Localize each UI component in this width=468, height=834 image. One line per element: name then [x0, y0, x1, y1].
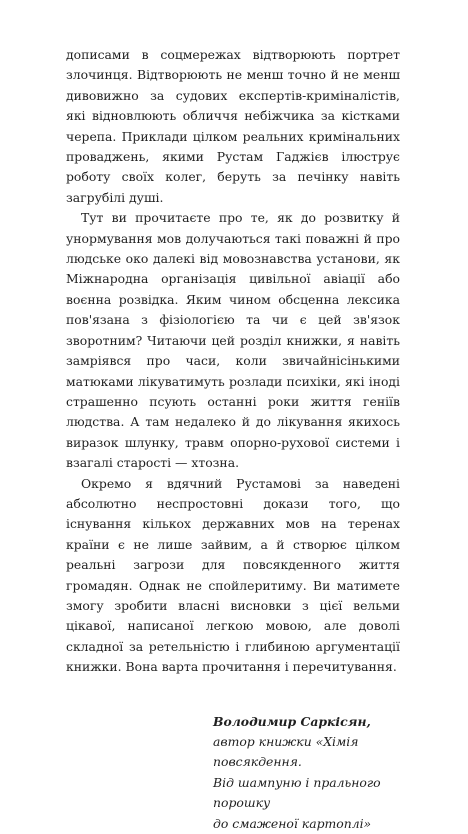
attribution-line-3: до смаженої картоплі» [213, 815, 372, 831]
attribution-line-2: Від шампуню і пральногo порошку [213, 774, 381, 811]
paragraph-3: Окремо я вдячний Рустамові за наведені абсолютно неспростовні докази того, що існування кількох державних мов на теренах країни є не лише зайвим, а й створює цілком реальні загрози для повсякденного життя громадян. Однак не спойлеритиму. Ви матимете змогу зробити власні висновки з цієї вельми цікавої, написаної легкою мовою, але доволі складної за ретельністю і глибиною аргументації книжки. Вона варта прочитання і перечитування. [66, 475, 400, 675]
paragraph-2: Тут ви прочитаєте про те, як до розвитку й унормування мов долучаються такі поважні й про людське око далекі від мовознавства установи, як Міжнародна організація цивільної авіації або воєнна розвідка. Яким чином обсценна лексика пов'язана з фізіологією та чи є цей зв'язок зворотним? Читаючи цей розділ книжки, я навіть замріявся про часи, коли звичайнісінькими матюками лікуватимуть розлади психіки, які іноді страшенно псують останні роки життя геніїв людства. А там недалеко й до лікування якихось виразок шлунку, травм опорно-рухової системи і взагалі старості — хтозна. [66, 210, 400, 471]
paragraph-1: дописами в соцмережах відтворюють портрет злочинця. Відтворюють не менш точно й не менш дивовижно за судових експертів-криміналістів, які відновлюють обличчя небіжчика за кістками черепа. Приклади цілком реальних кримінальних проваджень, якими Рустам Гаджієв ілюструє роботу своїх колег, беруть за печінку навіть загрубілі душі. [66, 47, 400, 205]
attribution-block [213, 712, 400, 834]
attribution-author: Володимир Саркісян, [213, 713, 371, 729]
attribution-line-1: автор книжки «Хімія повсякдення. [213, 734, 359, 770]
